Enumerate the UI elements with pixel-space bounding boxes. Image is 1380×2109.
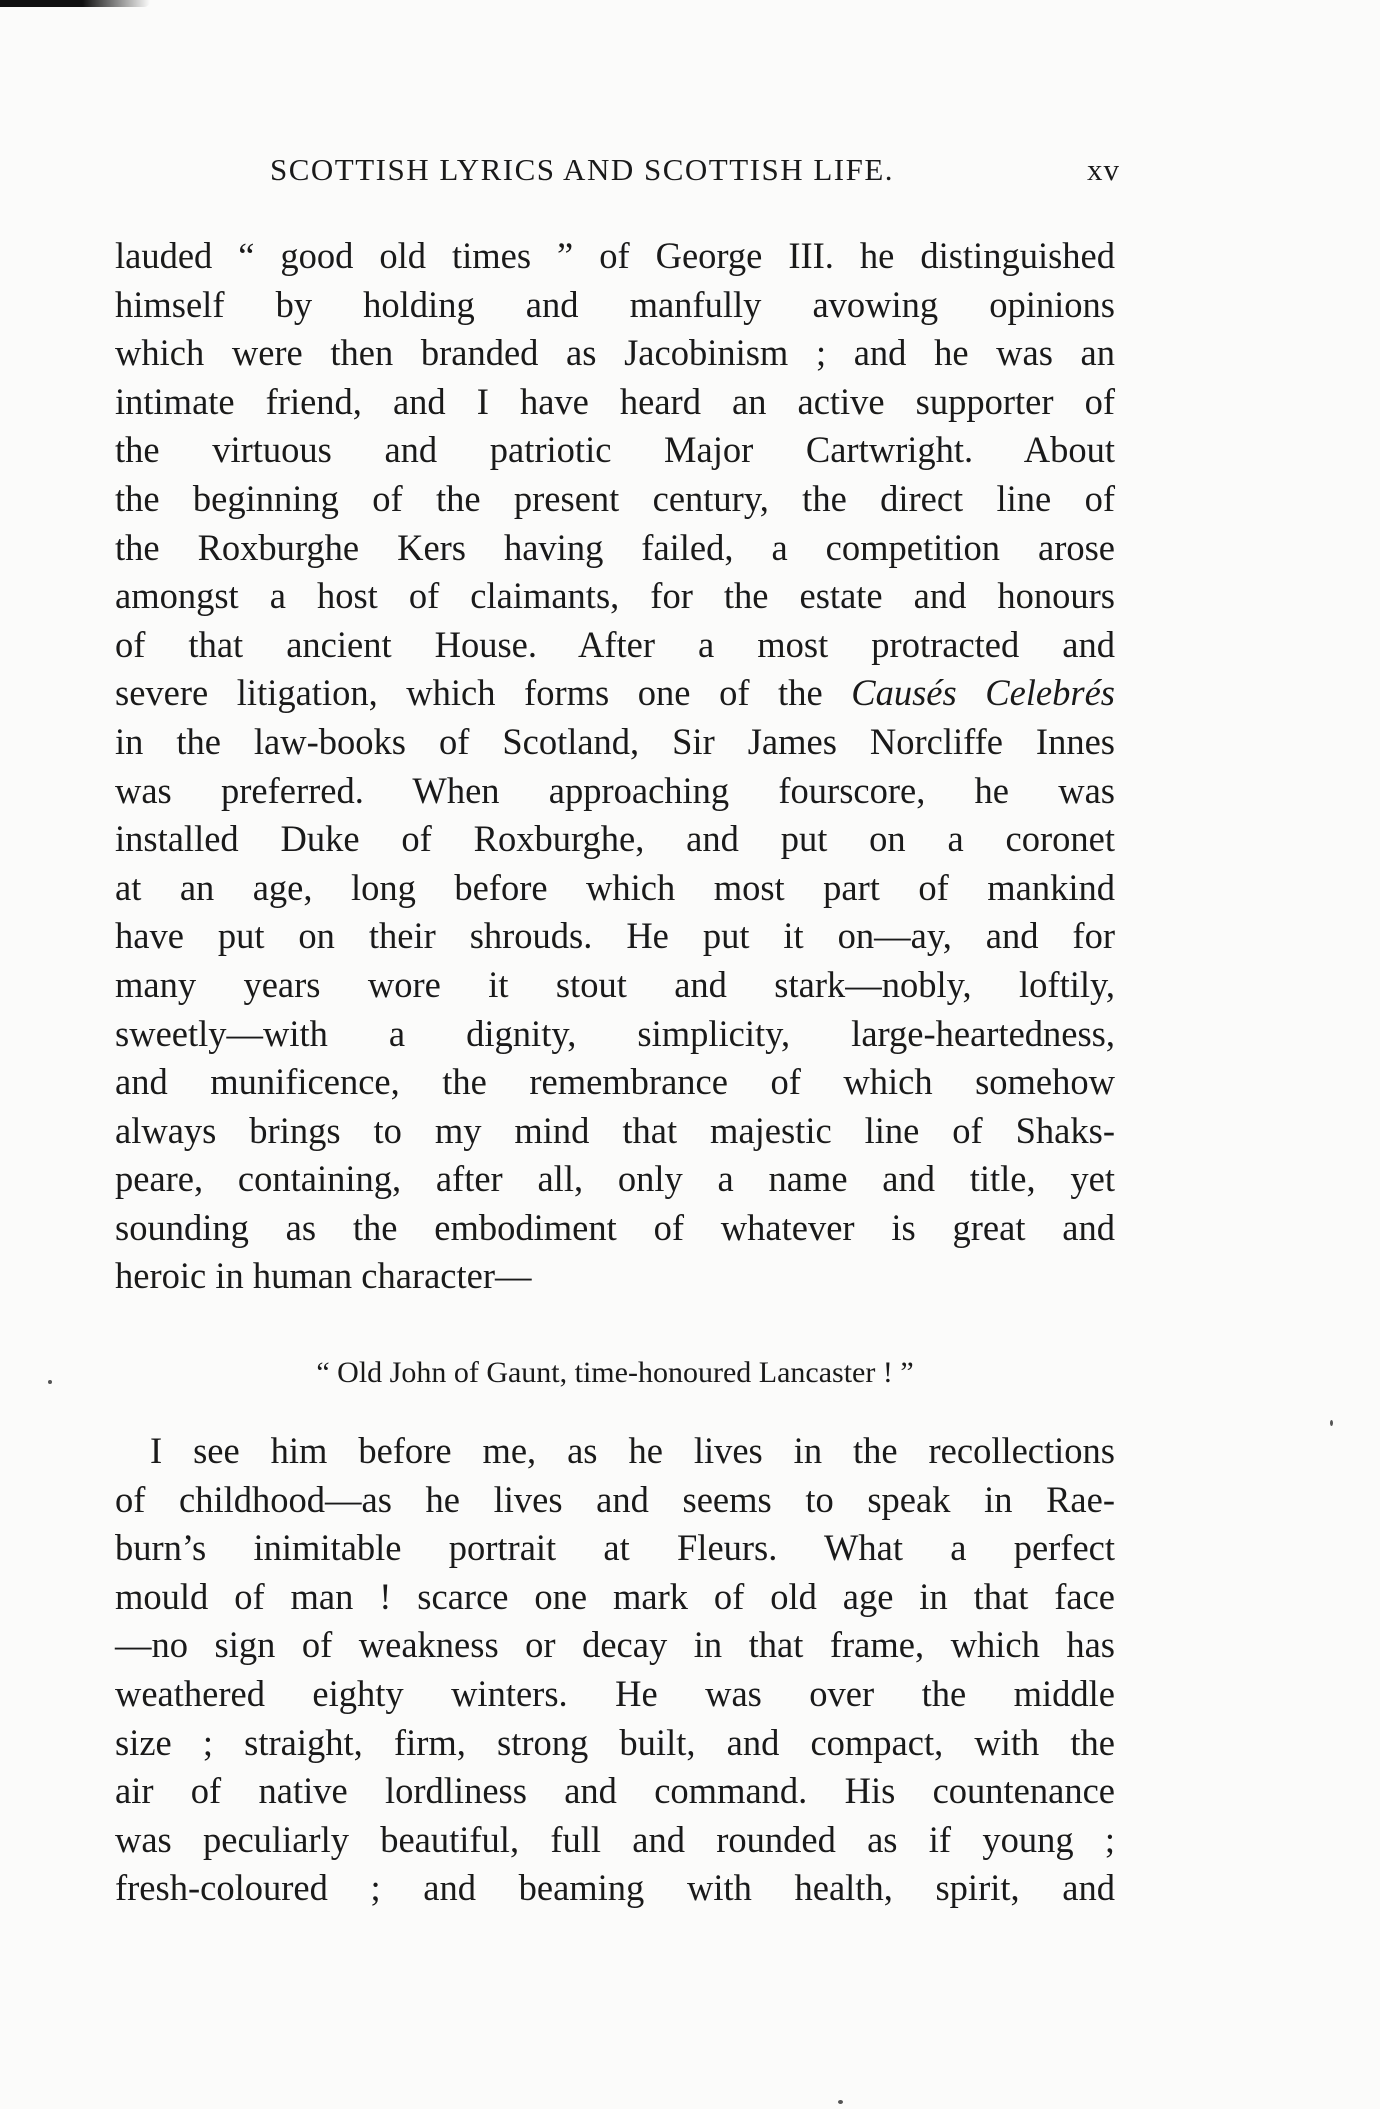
text-line: mould of man ! scarce one mark of old age in that face [115, 1575, 1115, 1617]
scan-edge-mark [0, 0, 150, 7]
text-line: sounding as the embodiment of whatever is great and [115, 1206, 1115, 1248]
text-line: himself by holding and manfully avowing opinions [115, 283, 1115, 325]
running-head [270, 150, 1120, 190]
text-line: and munificence, the remembrance of which somehow [115, 1061, 1115, 1103]
text-line: was peculiarly beautiful, full and rounded as if young ; [115, 1818, 1115, 1860]
block-quotation: “ Old John of Gaunt, time-honoured Lancaster ! ” [316, 1356, 914, 1389]
text-line: of childhood—as he lives and seems to speak in Rae- [115, 1478, 1115, 1520]
text-line: lauded “ good old times ” of George III. he distinguished [115, 235, 1115, 276]
text-line: the virtuous and patriotic Major Cartwright. About [115, 429, 1115, 471]
text-line: intimate friend, and I have heard an active supporter of [115, 380, 1115, 422]
text-line: at an age, long before which most part of mankind [115, 866, 1115, 908]
text-line: installed Duke of Roxburghe, and put on a coronet [115, 818, 1115, 860]
text-line-with-italic [115, 669, 1115, 718]
text-line: in the law-books of Scotland, Sir James Norcliffe Innes [115, 720, 1115, 762]
paragraph-2 [115, 1427, 1115, 1913]
text-line: was preferred. When approaching fourscore, he was [115, 769, 1115, 811]
page-number: xv [1087, 152, 1120, 187]
scan-speck [48, 1380, 52, 1384]
paragraph-1 [115, 232, 1115, 1301]
text-line: fresh-coloured ; and beaming with health, spirit, and [115, 1867, 1115, 1909]
text-line: air of native lordliness and command. His countenance [115, 1770, 1115, 1812]
text-line: always brings to my mind that majestic line of Shaks- [115, 1109, 1115, 1151]
text-line: heroic in human character— [115, 1255, 532, 1297]
running-title: SCOTTISH LYRICS AND SCOTTISH LIFE. [270, 152, 895, 187]
text-line: of that ancient House. After a most protracted and [115, 623, 1115, 665]
text-line: burn’s inimitable portrait at Fleurs. What a perfect [115, 1527, 1115, 1569]
scan-speck [1330, 1420, 1333, 1426]
italic-phrase: Causés Celebrés [851, 672, 1115, 714]
text-line: have put on their shrouds. He put it on—ay, and for [115, 915, 1115, 957]
text-line: size ; straight, firm, strong built, and compact, with the [115, 1721, 1115, 1763]
text-line: sweetly—with a dignity, simplicity, large-heartedness, [115, 1012, 1115, 1054]
text-line: weathered eighty winters. He was over the middle [115, 1672, 1115, 1714]
text-line: many years wore it stout and stark—nobly, loftily, [115, 963, 1115, 1005]
text-line: peare, containing, after all, only a name and title, yet [115, 1158, 1115, 1200]
text-line: the Roxburghe Kers having failed, a competition arose [115, 526, 1115, 568]
text-line: —no sign of weakness or decay in that frame, which has [115, 1624, 1115, 1666]
text-line: which were then branded as Jacobinism ; and he was an [115, 332, 1115, 374]
text-line: the beginning of the present century, the direct line of [115, 477, 1115, 519]
text-line: I see him before me, as he lives in the recollections [150, 1430, 1115, 1471]
text-line: amongst a host of claimants, for the estate and honours [115, 575, 1115, 617]
text-segment: severe litigation, which forms one of the [115, 672, 823, 714]
scan-speck [838, 2100, 843, 2104]
